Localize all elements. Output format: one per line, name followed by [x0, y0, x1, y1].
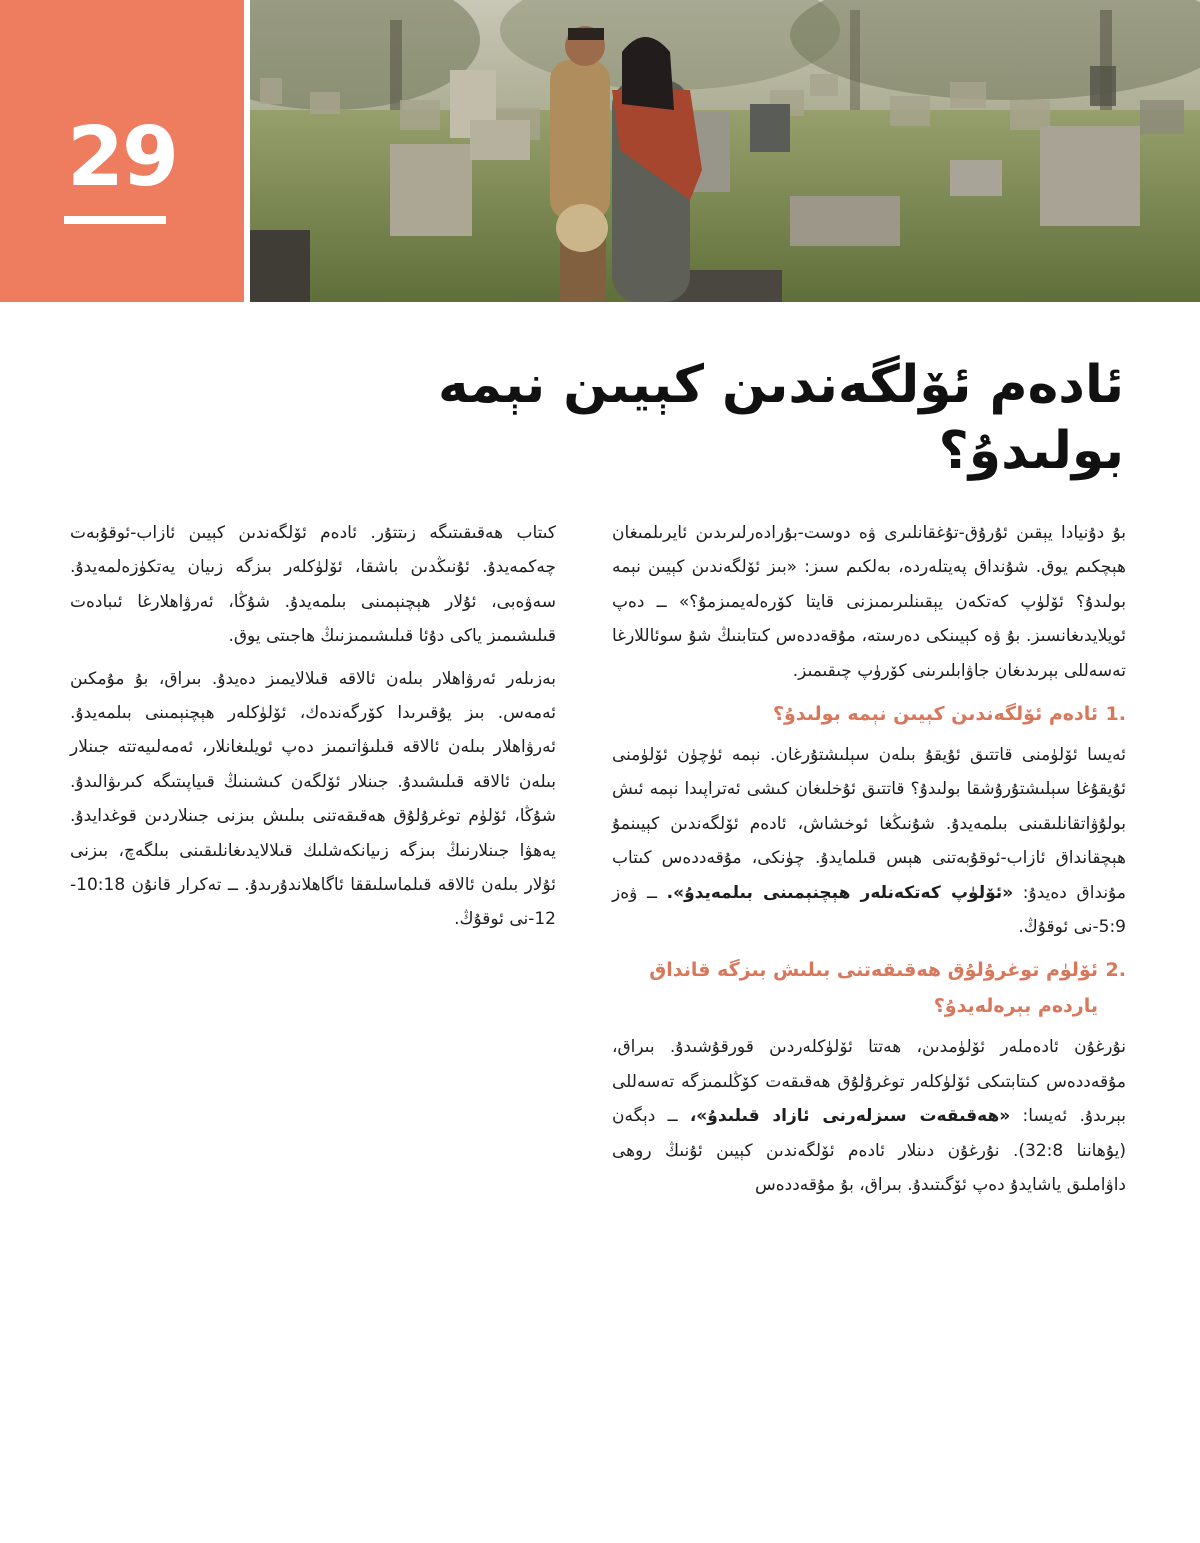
section-text-2-before: نۇرغۇن ئادەملەر ئۆلۈمدىن، ھەتتا ئۆلۈكلەردىن قورقۇشىدۇ. بىراق، مۇقەددەس كىتابتىكى ئۆلۈكلەر توغرۇلۇق ھەقىقەت كۆڭلىمىزگە تەسەللى بېرىدۇ. ئەيسا:	[612, 1037, 1126, 1127]
left-paragraph-2: بەزىلەر ئەرۋاھلار بىلەن ئالاقە قىلالايمىز دەيدۇ. بىراق، بۇ مۇمكىن ئەمەس. بىز يۇقىرىدا كۆرگەندەك، ئۆلۈكلەر ھېچنېمىنى بىلمەيدۇ. ئەرۋاھلار بىلەن ئالاقە قىلىۋاتىمىز دەپ ئويلىغانلار، ئەمەلىيەتتە جىنلار بىلەن ئالاقە قىلىشىدۇ. جىنلار ئۆلگەن كىشىنىڭ قىياپىتىگە كىرىۋالىدۇ. شۇڭا، ئۆلۈم توغرۇلۇق ھەقىقەتنى بىلىش بىزنى جىنلاردىن قوغدايدۇ. يەھۋا جىنلارنىڭ بىزگە زىيانكەشلىك قىلالايدىغانلىقىنى بىلگەچ، بىزنى ئۇلار بىلەن ئالاقە قىلماسلىققا ئاگاھلاندۇرىدۇ. ــ تەكرار قانۇن 10:18-12-نى ئوقۇڭ.	[70, 668, 556, 930]
left-paragraph-1: كىتاب ھەقىقىتىگە زىتتۇر. ئادەم ئۆلگەندىن كېيىن ئازاب-ئوقۇبەت چەكمەيدۇ. ئۇنىڭدىن باشقا، ئۆلۈكلەر بىزگە زىيان يەتكۈزەلمەيدۇ. سەۋەبى، ئۇلار ھېچنېمىنى بىلمەيدۇ. شۇڭا، ئەرۋاھلارغا ئىبادەت قىلىشىمىز ياكى دۇئا قىلىشىمىزنىڭ ھاجىتى يوق.	[70, 523, 556, 647]
section-heading-1	[612, 696, 1126, 732]
article-column-left	[70, 516, 556, 937]
section-text-1: ئەيسا ئۆلۈمنى قاتتىق ئۇيقۇ بىلەن سېلىشتۇرغان. نېمە ئۈچۈن ئۆلۈمنى ئۇيقۇغا سېلىشتۇرۇشقا بولىدۇ؟ قاتتىق ئۇخلىغان كىشى ئەتراپىدا نېمە ئىش بولۇۋاتقانلىقىنى بىلمەيدۇ. شۇنىڭغا ئوخشاش، ئادەم ئۆلگەندىن كېيىنمۇ ھېچقانداق ئازاب-ئوقۇبەتنى ھېس قىلمايدۇ. چۈنكى، مۇقەددەس كىتاب مۇنداق دەيدۇ:	[612, 745, 1127, 903]
lesson-title: ئادەم ئۆلگەندىن كېيىن نېمە بولىدۇ؟	[437, 355, 1124, 481]
section-paragraph-1	[612, 738, 1126, 944]
intro-paragraph: بۇ دۇنيادا يېقىن ئۇرۇق-تۇغقانلىرى ۋە دوست-بۇرادەرلىرىدىن ئايرىلمىغان ھېچكىم يوق. شۇنداق پەيتلەردە، بەلكىم سىز: «بىز ئۆلگەندىن كېيىن نېمە بولىدۇ؟ ئۆلۈپ كەتكەن يېقىنلىرىمىزنى قايتا كۆرەلەيمىزمۇ؟» ــ دەپ ئويلايدىغانسىز. بۇ ۋە كېيىنكى دەرستە، مۇقەددەس كىتابنىڭ شۇ سوئاللارغا تەسەللى بېرىدىغان جاۋابلىرىنى كۆرۈپ چىقىمىز.	[612, 523, 1126, 681]
section-text-2-after: ــ دېگەن (يۇھاننا 32:8). نۇرغۇن دىنلار ئادەم ئۆلگەندىن كېيىن ئۇنىڭ روھى داۋاملىق ياشايدۇ دەپ ئۆگىتىدۇ. بىراق، بۇ مۇقەددەس	[612, 1106, 1126, 1196]
lesson-number-badge	[0, 0, 244, 302]
scripture-quote-2: «ھەقىقەت سىزلەرنى ئازاد قىلىدۇ»،	[689, 1106, 1011, 1127]
lesson-number: 29	[66, 110, 178, 205]
cemetery-couple-illustration	[250, 0, 1200, 302]
lesson-number-underline	[64, 216, 166, 224]
section-number-1: 1.	[1105, 703, 1126, 726]
scripture-reference-1: ــ ۋەز 5:9-نى ئوقۇڭ.	[612, 882, 1126, 938]
section-heading-text-2: ئۆلۈم توغرۇلۇق ھەقىقەتنى بىلىش بىزگە قانداق ياردەم بېرەلەيدۇ؟	[649, 959, 1098, 1018]
section-number-2: 2.	[1105, 959, 1126, 982]
section-heading-text-1: ئادەم ئۆلگەندىن كېيىن نېمە بولىدۇ؟	[772, 703, 1098, 726]
hero-photo	[250, 0, 1200, 302]
section-heading-2	[612, 952, 1126, 1024]
article-column-right	[612, 516, 1126, 1203]
section-paragraph-2	[612, 1030, 1126, 1202]
scripture-quote-1: «ئۆلۈپ كەتكەنلەر ھېچنېمىنى بىلمەيدۇ».	[666, 882, 1014, 903]
